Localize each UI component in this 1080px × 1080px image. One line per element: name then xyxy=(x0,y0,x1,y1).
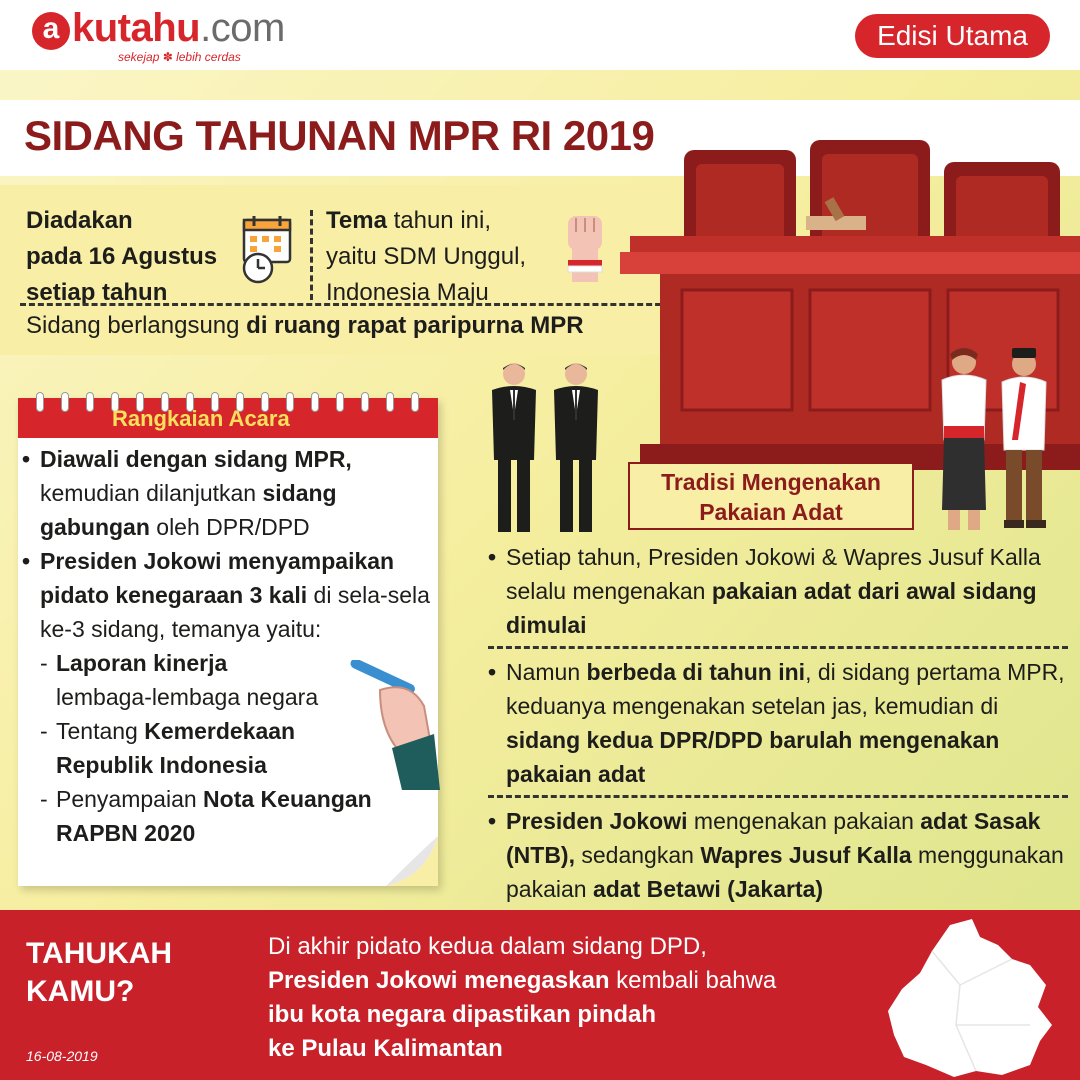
info-date-line3: setiap tahun xyxy=(26,279,168,306)
agenda-sub1-bold: Laporan kinerja xyxy=(56,650,228,676)
agenda-item xyxy=(22,544,432,646)
binder-ring xyxy=(311,392,319,412)
logo-tagline: sekejap ✽ lebih cerdas xyxy=(118,50,241,64)
dash-marker: - xyxy=(40,650,48,676)
calendar-clock-icon xyxy=(240,214,296,286)
footer-line2-bold: Presiden Jokowi menegaskan xyxy=(268,967,610,994)
tradition-p3-text3: menggunakan pakaian xyxy=(506,842,1064,902)
agenda-sub2-bold: Kemerdekaan Republik Indonesia xyxy=(56,718,296,778)
agenda-item2-bold: Presiden Jokowi menyampaikan pidato kenegaraan 3 kali xyxy=(40,548,395,608)
binder-ring xyxy=(411,392,419,412)
tradition-p2-bold1: berbeda di tahun ini xyxy=(586,659,806,685)
logo-brand xyxy=(72,6,285,51)
bullet-dot: • xyxy=(488,659,497,685)
logo[interactable] xyxy=(32,6,312,64)
tradition-item xyxy=(488,655,1068,791)
dash-marker: - xyxy=(40,786,48,812)
binder-ring xyxy=(36,392,44,412)
tradition-title-line2: Pakaian Adat xyxy=(699,499,843,525)
did-you-know-text xyxy=(268,930,868,1066)
dashed-divider xyxy=(488,795,1068,798)
agenda-item2-end: di sela-sela ke-3 sidang, temanya yaitu: xyxy=(40,582,430,642)
tradition-p3-bold3: Wapres Jusuf Kalla xyxy=(700,842,912,868)
did-you-know-heading xyxy=(26,935,172,1011)
info-theme-label: Tema xyxy=(326,207,387,234)
tradition-p3-bold2: adat Sasak (NTB), xyxy=(506,808,1041,868)
agenda-item xyxy=(22,442,432,544)
binder-ring xyxy=(361,392,369,412)
hand-writing-icon xyxy=(340,660,440,790)
agenda-sub3-bold: Nota Keuangan RAPBN 2020 xyxy=(56,786,372,846)
agenda-item1-mid: kemudian dilanjutkan xyxy=(40,480,263,506)
info-date-line2: pada 16 Agustus xyxy=(26,243,218,270)
did-you-know-line2: KAMU? xyxy=(26,975,135,1008)
bullet-dot: • xyxy=(22,446,31,472)
dashed-divider xyxy=(488,646,1068,649)
edition-badge: Edisi Utama xyxy=(855,14,1050,58)
agenda-sub3-prefix: Penyampaian xyxy=(56,786,204,812)
tradition-p2-bold2: sidang kedua DPR/DPD barulah mengenakan pakaian adat xyxy=(506,727,1000,787)
header xyxy=(0,0,1080,70)
agenda-title: Rangkaian Acara xyxy=(112,406,290,431)
tradition-p2-text2: , di sidang pertama MPR, keduanya mengenakan setelan jas, kemudian di xyxy=(506,659,1065,719)
page-title: SIDANG TAHUNAN MPR RI 2019 xyxy=(24,112,655,159)
bullet-dot: • xyxy=(488,544,497,570)
info-venue xyxy=(26,312,584,340)
agenda-subitem xyxy=(40,782,432,850)
logo-badge: a xyxy=(32,12,70,50)
raised-fist-icon xyxy=(560,206,610,290)
publish-date: 16-08-2019 xyxy=(26,1048,98,1064)
info-date-line1: Diadakan xyxy=(26,207,133,234)
info-venue-bold: di ruang rapat paripurna MPR xyxy=(246,312,584,339)
info-divider-vertical xyxy=(310,210,313,300)
info-theme-line3: Indonesia Maju xyxy=(326,279,489,306)
tradition-item xyxy=(488,540,1068,642)
tradition-p3-text2: sedangkan xyxy=(574,842,701,868)
footer-line4: ke Pulau Kalimantan xyxy=(268,1035,503,1062)
agenda-item1-bold: Diawali dengan sidang MPR, xyxy=(40,446,352,472)
tradition-list xyxy=(488,540,1068,910)
dash-marker: - xyxy=(40,718,48,744)
logo-brand-name: kutahu xyxy=(72,6,201,50)
info-theme-line1: tahun ini, xyxy=(386,207,491,234)
footer-line2-rest: kembali bahwa xyxy=(609,967,777,994)
tradition-p3-bold4: adat Betawi (Jakarta) xyxy=(592,876,824,902)
page-curl xyxy=(386,836,438,886)
info-theme-line2: yaitu SDM Unggul, xyxy=(326,243,527,270)
tradition-item xyxy=(488,804,1068,906)
bullet-dot: • xyxy=(488,808,497,834)
tradition-p3-text1: mengenakan pakaian xyxy=(687,808,921,834)
info-theme xyxy=(326,203,566,311)
footer-line3: ibu kota negara dipastikan pindah xyxy=(268,1001,657,1028)
agenda-sub1-end: lembaga-lembaga negara xyxy=(56,684,319,710)
binder-ring xyxy=(86,392,94,412)
tradition-p2-text1: Namun xyxy=(506,659,587,685)
traditional-dress-men-illustration xyxy=(930,340,1060,536)
tradition-p1-bold: pakaian adat dari awal sidang dimulai xyxy=(506,578,1037,638)
tradition-title-box xyxy=(628,462,914,530)
binder-ring xyxy=(336,392,344,412)
info-divider-horizontal xyxy=(20,303,670,306)
binder-ring xyxy=(61,392,69,412)
info-venue-prefix: Sidang berlangsung xyxy=(26,312,247,339)
binder-ring xyxy=(386,392,394,412)
suited-men-illustration xyxy=(486,360,610,536)
footer-line1: Di akhir pidato kedua dalam sidang DPD, xyxy=(268,933,707,960)
did-you-know-line1: TAHUKAH xyxy=(26,937,173,970)
agenda-sub2-prefix: Tentang xyxy=(56,718,145,744)
bullet-dot: • xyxy=(22,548,31,574)
logo-domain: .com xyxy=(200,6,285,50)
kalimantan-map-icon xyxy=(880,915,1060,1080)
tradition-p1-text: Setiap tahun, Presiden Jokowi & Wapres Jusuf Kalla selalu mengenakan xyxy=(506,544,1041,604)
tradition-title-line1: Tradisi Mengenakan xyxy=(661,469,881,495)
tradition-p3-bold1: Presiden Jokowi xyxy=(506,808,688,834)
info-date xyxy=(26,203,246,311)
agenda-item1-end: oleh DPR/DPD xyxy=(149,514,310,540)
agenda-item1-bold2: sidang gabungan xyxy=(40,480,337,540)
